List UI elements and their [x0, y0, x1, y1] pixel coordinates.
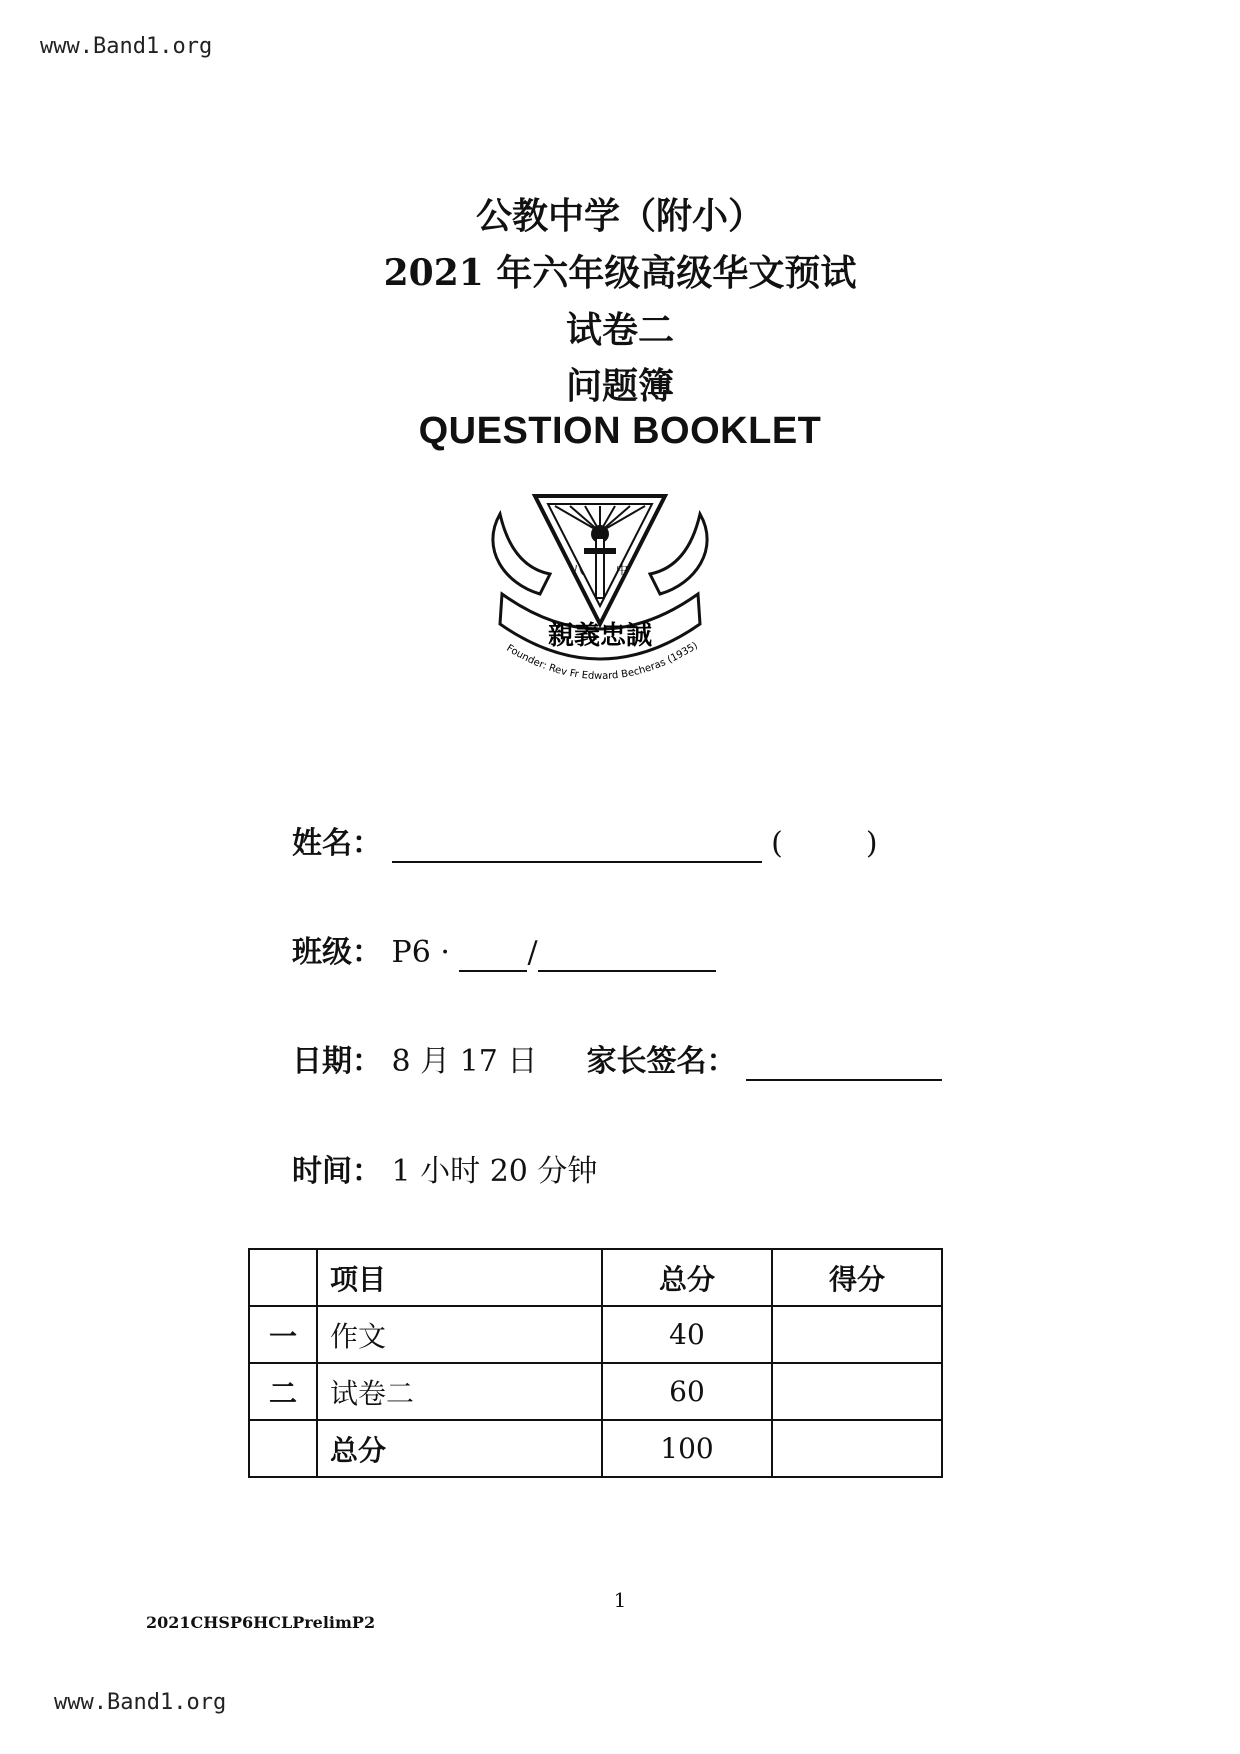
time-field — [292, 1146, 597, 1190]
date-value: 8 月 17 日 — [391, 1044, 538, 1079]
table-row — [249, 1420, 942, 1477]
time-label: 时间： — [292, 1154, 382, 1189]
class-number-input-line[interactable] — [538, 935, 716, 972]
row-score[interactable] — [772, 1420, 942, 1477]
row-item: 作文 — [317, 1306, 602, 1363]
svg-text:中: 中 — [616, 563, 629, 577]
row-num: 二 — [249, 1363, 317, 1420]
table-header-num — [249, 1249, 317, 1306]
date-label: 日期： — [292, 1044, 382, 1079]
school-name: 公教中学（附小） — [475, 195, 764, 237]
table-header-score: 得分 — [772, 1249, 942, 1306]
paper-title: 试卷二 — [565, 309, 674, 351]
page-number: 1 — [613, 1588, 627, 1612]
watermark-bottom: www.Band1.org — [54, 1690, 227, 1715]
row-item: 总分 — [317, 1420, 602, 1477]
paper-code: 2021CHSP6HCLPrelimP2 — [146, 1613, 376, 1632]
row-item: 试卷二 — [317, 1363, 602, 1420]
row-total: 60 — [602, 1363, 772, 1420]
table-header-total: 总分 — [602, 1249, 772, 1306]
table-header-row — [249, 1249, 942, 1306]
row-score[interactable] — [772, 1306, 942, 1363]
watermark-top: www.Band1.org — [40, 34, 213, 59]
parent-signature-line[interactable] — [746, 1044, 942, 1081]
svg-text:八: 八 — [572, 563, 585, 577]
row-num — [249, 1420, 317, 1477]
school-crest-logo — [480, 494, 720, 714]
row-num: 一 — [249, 1306, 317, 1363]
booklet-title-cn: 问题簿 — [565, 365, 674, 407]
class-label: 班级： — [292, 935, 382, 970]
table-row — [249, 1363, 942, 1420]
time-value: 1 小时 20 分钟 — [391, 1154, 598, 1189]
date-field — [292, 1036, 942, 1081]
score-table — [248, 1248, 943, 1478]
class-separator: / — [527, 935, 538, 970]
booklet-title-en: QUESTION BOOKLET — [418, 410, 822, 452]
crest-motto: 親義忠誠 — [547, 621, 653, 651]
class-prefix: P6 · — [391, 935, 450, 970]
name-input-line[interactable] — [392, 826, 762, 863]
register-number-close-bracket: ) — [865, 826, 878, 861]
row-total: 100 — [602, 1420, 772, 1477]
table-row — [249, 1306, 942, 1363]
name-field — [292, 818, 878, 863]
table-header-item: 项目 — [317, 1249, 602, 1306]
name-label: 姓名： — [292, 826, 382, 861]
crest-founder-text: Founder: Rev Fr Edward Becheras (1935) — [504, 640, 700, 683]
row-total: 40 — [602, 1306, 772, 1363]
row-score[interactable] — [772, 1363, 942, 1420]
class-field — [292, 927, 716, 972]
class-input-line[interactable] — [459, 935, 527, 972]
exam-title: 2021 年六年级高级华文预试 — [383, 252, 857, 294]
parent-signature-label: 家长签名： — [586, 1044, 737, 1079]
register-number-open-bracket: ( — [771, 826, 783, 861]
